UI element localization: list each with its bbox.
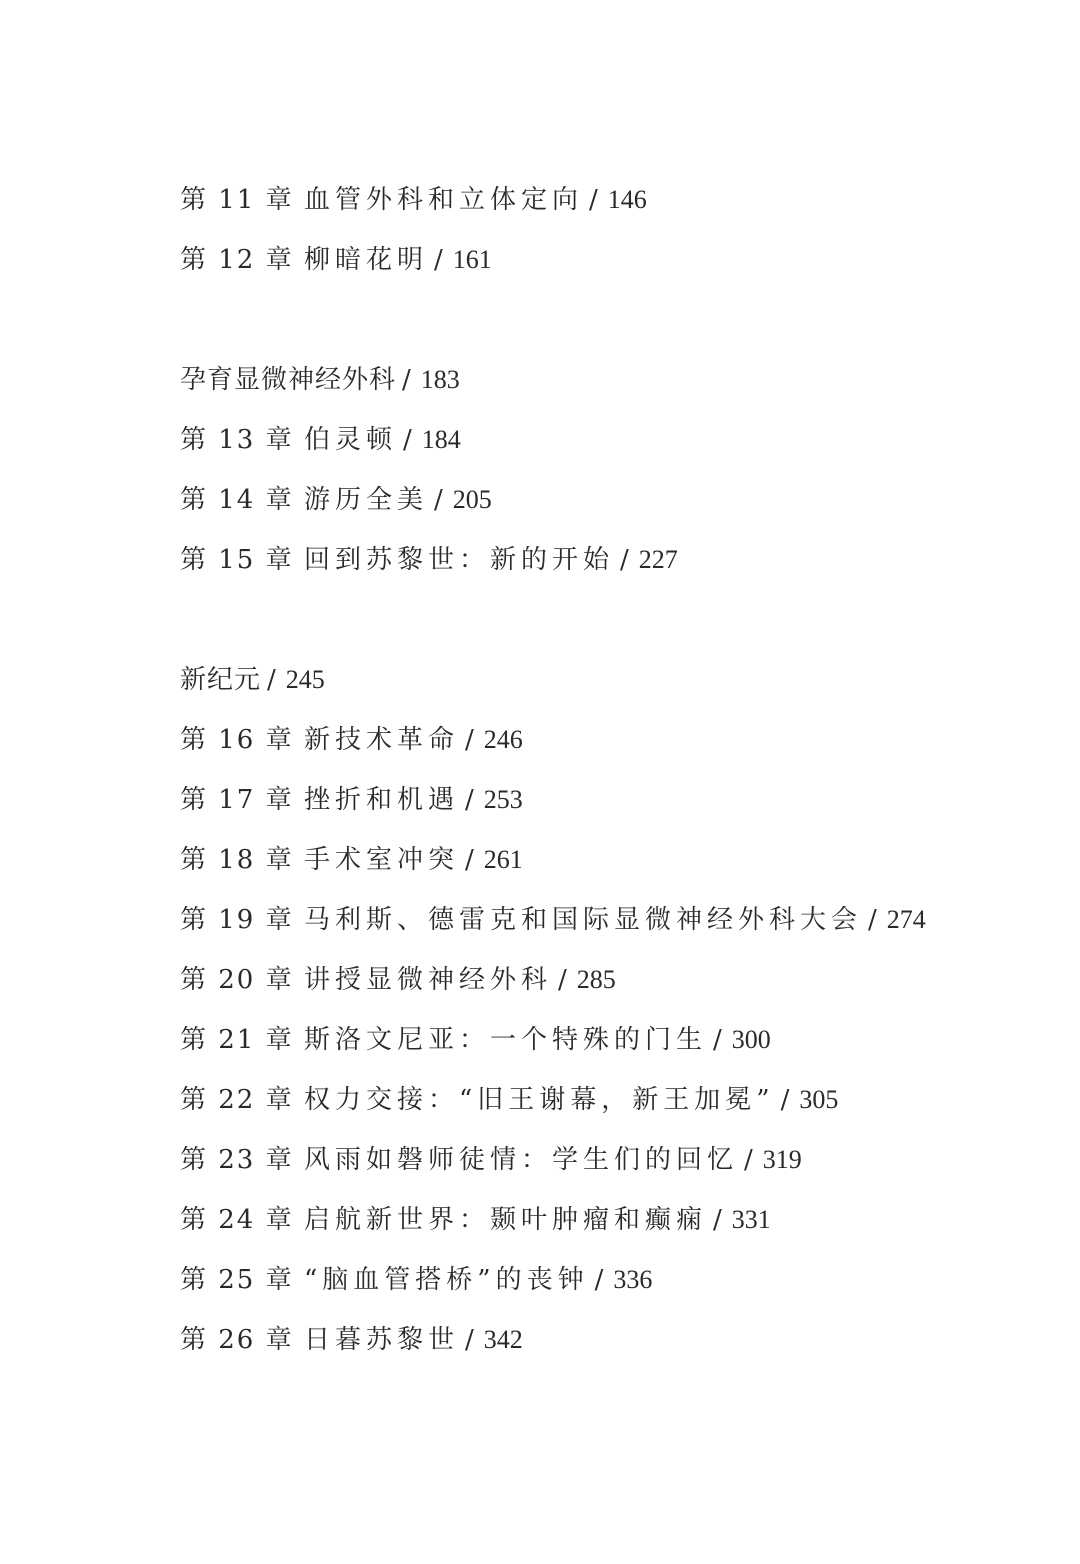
- part-page: 183: [420, 365, 460, 394]
- chapter-title: 讲授显微神经外科: [304, 965, 553, 995]
- chapter-page: 305: [799, 1085, 839, 1114]
- chapter-page: 336: [613, 1265, 653, 1294]
- chapter-title: 启航新世界：颞叶肿瘤和癫痫: [304, 1205, 708, 1235]
- chapter-number: 第 18 章: [180, 845, 294, 875]
- page-separator: /: [620, 545, 629, 575]
- page-separator: /: [402, 365, 411, 395]
- page-separator: /: [744, 1145, 753, 1175]
- chapter-page: 253: [483, 785, 523, 814]
- chapter-number: 第 11 章: [180, 185, 294, 215]
- toc-chapter-row: [180, 1250, 1040, 1310]
- chapter-title: 伯灵顿: [304, 425, 398, 455]
- chapter-number: 第 24 章: [180, 1205, 294, 1235]
- toc-chapter-row: [180, 470, 1040, 530]
- chapter-page: 161: [452, 245, 492, 274]
- chapter-title: 柳暗花明: [304, 245, 429, 275]
- chapter-page: 227: [638, 545, 678, 574]
- chapter-title: 权力交接：“旧王谢幕，新王加冕”: [304, 1085, 775, 1115]
- toc-chapter-row: [180, 1070, 1040, 1130]
- chapter-page: 300: [731, 1025, 771, 1054]
- page-separator: /: [780, 1085, 790, 1115]
- toc-chapter-row: [180, 890, 1040, 950]
- toc-chapter-row: [180, 410, 1040, 470]
- chapter-number: 第 15 章: [180, 545, 294, 575]
- page-separator: /: [465, 845, 474, 875]
- chapter-title: 斯洛文尼亚：一个特殊的门生: [304, 1025, 708, 1055]
- chapter-title: 游历全美: [304, 485, 429, 515]
- chapter-title: 风雨如磐师徒情：学生们的回忆: [304, 1145, 739, 1175]
- page-separator: /: [465, 725, 474, 755]
- page-separator: /: [594, 1265, 604, 1295]
- toc-chapter-row: [180, 950, 1040, 1010]
- chapter-page: 319: [762, 1145, 802, 1174]
- chapter-page: 184: [421, 425, 461, 454]
- toc-chapter-row: [180, 1310, 1040, 1370]
- chapter-number: 第 12 章: [180, 245, 294, 275]
- toc-chapter-row: [180, 230, 1040, 290]
- chapter-title: 新技术革命: [304, 725, 460, 755]
- chapter-title: 挫折和机遇: [304, 785, 460, 815]
- part-page: 245: [285, 665, 325, 694]
- page-separator: /: [713, 1025, 722, 1055]
- page-separator: /: [403, 425, 412, 455]
- chapter-number: 第 26 章: [180, 1325, 294, 1355]
- chapter-title: 日暮苏黎世: [304, 1325, 460, 1355]
- chapter-page: 146: [607, 185, 647, 214]
- chapter-number: 第 20 章: [180, 965, 294, 995]
- chapter-title: “脑血管搭桥”的丧钟: [304, 1265, 589, 1295]
- chapter-title: 马利斯、德雷克和国际显微神经外科大会: [304, 905, 863, 935]
- chapter-number: 第 21 章: [180, 1025, 294, 1055]
- toc-part-row: [180, 350, 1040, 410]
- chapter-title: 手术室冲突: [304, 845, 460, 875]
- toc-section-2: [180, 350, 1040, 590]
- part-title: 新纪元: [180, 665, 262, 695]
- chapter-page: 246: [483, 725, 523, 754]
- toc-section-3: [180, 650, 1040, 1370]
- chapter-number: 第 14 章: [180, 485, 294, 515]
- chapter-number: 第 22 章: [180, 1085, 294, 1115]
- toc-chapter-row: [180, 1010, 1040, 1070]
- page-separator: /: [558, 965, 567, 995]
- toc-chapter-row: [180, 530, 1040, 590]
- part-title: 孕育显微神经外科: [180, 365, 397, 395]
- toc-section-1: [180, 170, 1040, 290]
- toc-chapter-row: [180, 1130, 1040, 1190]
- page-separator: /: [868, 905, 877, 935]
- toc-chapter-row: [180, 770, 1040, 830]
- page-separator: /: [434, 245, 443, 275]
- chapter-number: 第 19 章: [180, 905, 294, 935]
- chapter-page: 205: [452, 485, 492, 514]
- toc-chapter-row: [180, 1190, 1040, 1250]
- page-separator: /: [465, 1325, 474, 1355]
- chapter-number: 第 17 章: [180, 785, 294, 815]
- page-separator: /: [713, 1205, 722, 1235]
- toc-chapter-row: [180, 830, 1040, 890]
- chapter-number: 第 25 章: [180, 1265, 294, 1295]
- toc-chapter-row: [180, 170, 1040, 230]
- toc-part-row: [180, 650, 1040, 710]
- page-separator: /: [267, 665, 276, 695]
- chapter-number: 第 23 章: [180, 1145, 294, 1175]
- chapter-page: 285: [576, 965, 616, 994]
- chapter-number: 第 16 章: [180, 725, 294, 755]
- toc-chapter-row: [180, 710, 1040, 770]
- chapter-page: 261: [483, 845, 523, 874]
- table-of-contents: [180, 170, 1040, 1370]
- chapter-page: 274: [886, 905, 926, 934]
- chapter-page: 331: [731, 1205, 771, 1234]
- page-separator: /: [465, 785, 474, 815]
- page-separator: /: [589, 185, 598, 215]
- page-separator: /: [434, 485, 443, 515]
- chapter-number: 第 13 章: [180, 425, 294, 455]
- chapter-title: 回到苏黎世：新的开始: [304, 545, 615, 575]
- chapter-page: 342: [483, 1325, 523, 1354]
- chapter-title: 血管外科和立体定向: [304, 185, 584, 215]
